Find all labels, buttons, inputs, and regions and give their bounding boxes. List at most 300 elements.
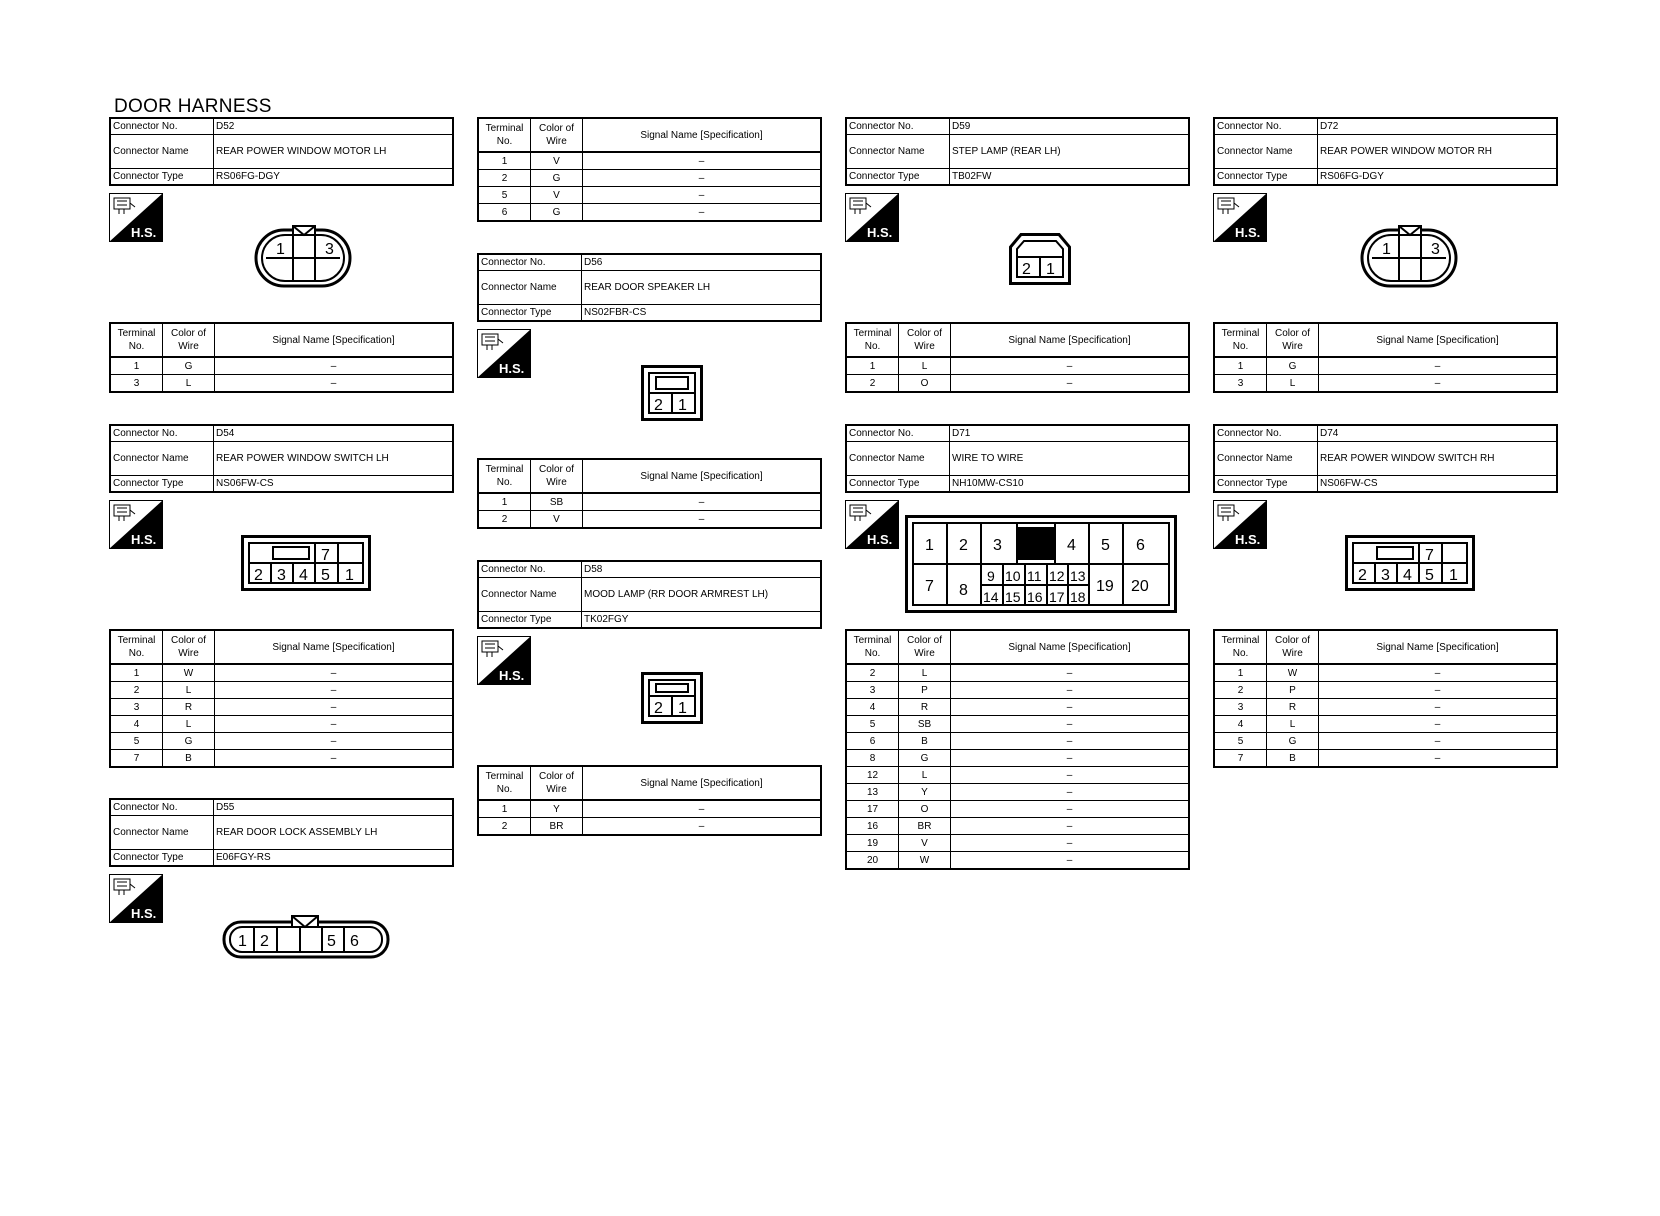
signal-cell: –	[1066, 752, 1073, 764]
signal-cell: –	[1434, 360, 1441, 372]
terminal-cell: 3	[111, 375, 163, 391]
signal-cell: –	[1066, 360, 1073, 372]
connector-type: TB02FW	[952, 171, 992, 182]
terminal-table-d71	[845, 629, 1190, 870]
terminal-cell: 1	[1215, 358, 1267, 374]
color-header: Color of Wire	[531, 119, 583, 151]
color-cell: L	[163, 716, 215, 732]
table-row	[111, 665, 452, 682]
terminal-header: Terminal No.	[479, 119, 531, 151]
table-header	[847, 324, 1188, 358]
table-row	[847, 682, 1188, 699]
color-cell: O	[899, 801, 951, 817]
connector-face-d74	[1345, 535, 1475, 591]
color-header: Color of Wire	[163, 324, 215, 356]
table-row	[847, 716, 1188, 733]
connector-name-label: Connector Name	[111, 135, 214, 168]
signal-cell: –	[1066, 735, 1073, 747]
terminal-cell: 2	[1215, 682, 1267, 698]
table-row	[479, 511, 820, 528]
connector-name: WIRE TO WIRE	[952, 453, 1024, 464]
signal-header: Signal Name [Specification]	[272, 641, 395, 653]
pin-label: H.S.	[1235, 225, 1261, 240]
connector-type-label: Connector Type	[847, 476, 950, 491]
connector-type: RS06FG-DGY	[216, 171, 280, 182]
table-row	[479, 818, 820, 835]
terminal-header: Terminal No.	[111, 631, 163, 663]
color-header: Color of Wire	[531, 767, 583, 799]
connector-face-d52	[254, 224, 352, 290]
table-row	[111, 750, 452, 767]
color-cell: G	[1267, 733, 1319, 749]
connector-header-d52	[109, 117, 454, 186]
color-cell: B	[1267, 750, 1319, 766]
color-cell: V	[531, 511, 583, 527]
color-cell: G	[531, 170, 583, 186]
table-row	[479, 187, 820, 204]
terminal-cell: 1	[111, 358, 163, 374]
pin-label: 5	[1101, 537, 1110, 554]
signal-cell: –	[1066, 667, 1073, 679]
terminal-cell: 20	[847, 852, 899, 868]
table-row	[847, 750, 1188, 767]
pin-label: H.S.	[131, 906, 157, 921]
pin-label: 19	[1096, 578, 1114, 595]
terminal-cell: 3	[847, 682, 899, 698]
signal-cell: –	[698, 172, 705, 184]
signal-cell: –	[1066, 837, 1073, 849]
color-cell: L	[1267, 716, 1319, 732]
connector-type-label: Connector Type	[1215, 476, 1318, 491]
pin-label: 7	[321, 547, 330, 564]
pin-label: H.S.	[1235, 532, 1261, 547]
connector-header-d55	[109, 798, 454, 867]
terminal-header: Terminal No.	[847, 324, 899, 356]
table-row	[111, 375, 452, 392]
color-cell: SB	[899, 716, 951, 732]
table-row	[847, 699, 1188, 716]
connector-type-label: Connector Type	[847, 169, 950, 184]
header-row	[1215, 168, 1556, 184]
terminal-cell: 2	[479, 511, 531, 527]
signal-cell: –	[1434, 667, 1441, 679]
terminal-cell: 5	[479, 187, 531, 203]
table-row	[847, 358, 1188, 375]
color-cell: G	[163, 733, 215, 749]
table-row	[847, 767, 1188, 784]
pin-label: H.S.	[867, 532, 893, 547]
signal-cell: –	[330, 701, 337, 713]
terminal-header: Terminal No.	[111, 324, 163, 356]
signal-cell: –	[330, 360, 337, 372]
signal-cell: –	[698, 803, 705, 815]
pin-label: 7	[1425, 547, 1434, 564]
table-row	[847, 733, 1188, 750]
color-cell: G	[531, 204, 583, 220]
harness-side-icon	[477, 636, 531, 685]
color-cell: O	[899, 375, 951, 391]
harness-side-icon	[477, 329, 531, 378]
table-row	[111, 733, 452, 750]
pin-label: 2	[654, 397, 663, 414]
color-cell: SB	[531, 494, 583, 510]
hs-label: H.S.	[131, 225, 157, 240]
connector-name: REAR POWER WINDOW MOTOR LH	[216, 146, 387, 157]
connector-no-label: Connector No.	[1215, 426, 1318, 441]
pin-label: 16	[1027, 589, 1043, 605]
table-header	[479, 460, 820, 494]
terminal-cell: 1	[479, 494, 531, 510]
signal-cell: –	[1434, 752, 1441, 764]
connector-name: REAR DOOR LOCK ASSEMBLY LH	[216, 827, 378, 838]
table-row	[1215, 733, 1556, 750]
pin-label: 20	[1131, 578, 1149, 595]
color-cell: G	[163, 358, 215, 374]
pin-label: 17	[1049, 589, 1065, 605]
terminal-cell: 13	[847, 784, 899, 800]
signal-cell: –	[330, 752, 337, 764]
terminal-cell: 2	[847, 665, 899, 681]
terminal-header: Terminal No.	[847, 631, 899, 663]
terminal-table-d58	[477, 765, 822, 836]
connector-no: D52	[216, 121, 235, 132]
connector-header-d56	[477, 253, 822, 322]
signal-cell: –	[1066, 684, 1073, 696]
connector-name-label: Connector Name	[1215, 442, 1318, 475]
color-header: Color of Wire	[899, 631, 951, 663]
table-row	[847, 835, 1188, 852]
color-cell: Y	[531, 801, 583, 817]
connector-name: REAR POWER WINDOW MOTOR RH	[1320, 146, 1493, 157]
color-header: Color of Wire	[899, 324, 951, 356]
terminal-table-d59	[845, 322, 1190, 393]
pin-label: 12	[1049, 568, 1065, 584]
color-cell: P	[899, 682, 951, 698]
signal-header: Signal Name [Specification]	[272, 334, 395, 346]
table-row	[847, 852, 1188, 869]
pin-label: H.S.	[499, 668, 525, 683]
color-cell: R	[1267, 699, 1319, 715]
connector-no-label: Connector No.	[111, 426, 214, 441]
pin-label: 10	[1005, 568, 1021, 584]
header-row	[479, 270, 820, 304]
terminal-cell: 1	[111, 665, 163, 681]
pin-label: 1	[678, 700, 687, 717]
color-cell: L	[899, 665, 951, 681]
signal-cell: –	[1434, 735, 1441, 747]
connector-name: STEP LAMP (REAR LH)	[952, 146, 1061, 157]
connector-type-label: Connector Type	[111, 476, 214, 491]
signal-cell: –	[1066, 769, 1073, 781]
signal-cell: –	[1066, 803, 1073, 815]
color-cell: R	[899, 699, 951, 715]
header-row	[1215, 441, 1556, 475]
signal-cell: –	[1066, 377, 1073, 389]
pin-label: 14	[983, 589, 999, 605]
table-header	[111, 324, 452, 358]
color-cell: L	[899, 767, 951, 783]
header-row	[111, 426, 452, 441]
terminal-cell: 17	[847, 801, 899, 817]
connector-header-d71	[845, 424, 1190, 493]
header-row	[1215, 426, 1556, 441]
pin-label: H.S.	[867, 225, 893, 240]
connector-type-label: Connector Type	[479, 612, 582, 627]
header-row	[111, 168, 452, 184]
color-cell: W	[899, 852, 951, 868]
connector-no: D54	[216, 428, 235, 439]
pin-label: 1	[1449, 567, 1458, 584]
signal-cell: –	[330, 735, 337, 747]
pin-label: 9	[987, 568, 995, 584]
signal-header: Signal Name [Specification]	[1008, 334, 1131, 346]
header-row	[847, 119, 1188, 134]
terminal-header: Terminal No.	[1215, 324, 1267, 356]
terminal-cell: 3	[1215, 699, 1267, 715]
color-cell: R	[163, 699, 215, 715]
color-header: Color of Wire	[163, 631, 215, 663]
terminal-cell: 7	[1215, 750, 1267, 766]
header-row	[111, 119, 452, 134]
table-row	[1215, 665, 1556, 682]
page-title: DOOR HARNESS	[114, 96, 272, 117]
color-cell: W	[163, 665, 215, 681]
pin-label: 15	[1005, 589, 1021, 605]
terminal-cell: 5	[847, 716, 899, 732]
table-row	[847, 665, 1188, 682]
signal-cell: –	[698, 496, 705, 508]
signal-cell: –	[698, 820, 705, 832]
pin-label: 4	[1067, 537, 1076, 554]
pin-label: 3	[1381, 567, 1390, 584]
terminal-cell: 6	[847, 733, 899, 749]
terminal-cell: 2	[479, 170, 531, 186]
color-cell: V	[531, 153, 583, 169]
terminal-header: Terminal No.	[479, 767, 531, 799]
signal-cell: –	[330, 684, 337, 696]
color-cell: L	[1267, 375, 1319, 391]
pin-label: 6	[1136, 537, 1145, 554]
terminal-header: Terminal No.	[479, 460, 531, 492]
terminal-cell: 2	[479, 818, 531, 834]
terminal-header: Terminal No.	[1215, 631, 1267, 663]
pin-label: 2	[959, 537, 968, 554]
connector-name: REAR POWER WINDOW SWITCH LH	[216, 453, 389, 464]
color-cell: G	[1267, 358, 1319, 374]
connector-name-label: Connector Name	[847, 442, 950, 475]
signal-header: Signal Name [Specification]	[640, 129, 763, 141]
pin-label: 2	[1358, 567, 1367, 584]
harness-side-icon	[1213, 193, 1267, 242]
color-cell: L	[163, 682, 215, 698]
connector-no-label: Connector No.	[847, 119, 950, 134]
connector-face-d59	[1009, 233, 1071, 285]
table-row	[111, 716, 452, 733]
terminal-cell: 6	[479, 204, 531, 220]
pin-label: 2	[260, 933, 269, 950]
connector-type-label: Connector Type	[479, 305, 582, 320]
table-header	[847, 631, 1188, 665]
terminal-cell: 19	[847, 835, 899, 851]
header-row	[111, 134, 452, 168]
table-row	[1215, 682, 1556, 699]
pin-label: 1	[345, 567, 354, 584]
connector-no: D59	[952, 121, 971, 132]
connector-face-d56	[641, 365, 703, 421]
color-cell: V	[531, 187, 583, 203]
color-cell: W	[1267, 665, 1319, 681]
table-row	[1215, 358, 1556, 375]
table-row	[479, 204, 820, 221]
table-header	[1215, 324, 1556, 358]
table-row	[479, 153, 820, 170]
header-row	[1215, 134, 1556, 168]
pin-label: 2	[1022, 261, 1031, 278]
pin-label: 3	[325, 241, 334, 258]
terminal-table-d72	[1213, 322, 1558, 393]
connector-header-d72	[1213, 117, 1558, 186]
terminal-cell: 3	[1215, 375, 1267, 391]
table-row	[847, 818, 1188, 835]
pin-label: 2	[654, 700, 663, 717]
signal-header: Signal Name [Specification]	[1376, 334, 1499, 346]
color-cell: G	[899, 750, 951, 766]
pin-label: 2	[254, 567, 263, 584]
pin-label: 1	[238, 933, 247, 950]
signal-cell: –	[1066, 718, 1073, 730]
signal-cell: –	[1066, 701, 1073, 713]
pin-label: 1	[925, 537, 934, 554]
header-row	[479, 562, 820, 577]
connector-no-label: Connector No.	[111, 119, 214, 134]
table-header	[1215, 631, 1556, 665]
signal-cell: –	[1434, 684, 1441, 696]
harness-side-icon	[1213, 500, 1267, 549]
terminal-cell: 1	[847, 358, 899, 374]
pin-label: 1	[678, 397, 687, 414]
connector-face-d72	[1360, 224, 1458, 290]
table-row	[1215, 699, 1556, 716]
terminal-cell: 12	[847, 767, 899, 783]
connector-name: REAR POWER WINDOW SWITCH RH	[1320, 453, 1495, 464]
pin-label: 4	[1403, 567, 1412, 584]
signal-cell: –	[1434, 377, 1441, 389]
header-row	[847, 441, 1188, 475]
header-row	[479, 255, 820, 270]
color-cell: V	[899, 835, 951, 851]
signal-cell: –	[1434, 718, 1441, 730]
connector-name-label: Connector Name	[847, 135, 950, 168]
signal-header: Signal Name [Specification]	[640, 777, 763, 789]
connector-type: RS06FG-DGY	[1320, 171, 1384, 182]
signal-header: Signal Name [Specification]	[640, 470, 763, 482]
table-row	[1215, 375, 1556, 392]
signal-cell: –	[698, 206, 705, 218]
connector-header-d74	[1213, 424, 1558, 493]
harness-side-icon	[109, 193, 163, 242]
header-row	[111, 815, 452, 849]
connector-type: NS02FBR-CS	[584, 307, 647, 318]
signal-cell: –	[330, 718, 337, 730]
connector-header-d54	[109, 424, 454, 493]
pin-label: 1	[1382, 241, 1391, 258]
connector-name-label: Connector Name	[111, 816, 214, 849]
color-header: Color of Wire	[531, 460, 583, 492]
terminal-cell: 7	[111, 750, 163, 766]
connector-type-label: Connector Type	[111, 169, 214, 184]
table-row	[1215, 750, 1556, 767]
terminal-cell: 1	[479, 801, 531, 817]
header-row	[1215, 475, 1556, 491]
pin-label: 1	[276, 241, 285, 258]
color-header: Color of Wire	[1267, 631, 1319, 663]
pin-label: 4	[299, 567, 308, 584]
terminal-cell: 5	[1215, 733, 1267, 749]
connector-type: NS06FW-CS	[216, 478, 274, 489]
table-row	[479, 494, 820, 511]
header-row	[847, 475, 1188, 491]
connector-name-label: Connector Name	[479, 271, 582, 304]
table-header	[479, 767, 820, 801]
signal-cell: –	[330, 667, 337, 679]
connector-no: D72	[1320, 121, 1339, 132]
connector-name-label: Connector Name	[1215, 135, 1318, 168]
connector-no: D56	[584, 257, 603, 268]
table-row	[1215, 716, 1556, 733]
connector-face-d58	[641, 672, 703, 724]
connector-no-label: Connector No.	[479, 562, 582, 577]
header-row	[1215, 119, 1556, 134]
terminal-cell: 1	[479, 153, 531, 169]
table-row	[847, 801, 1188, 818]
harness-side-icon	[845, 500, 899, 549]
connector-no-label: Connector No.	[479, 255, 582, 270]
table-header	[111, 631, 452, 665]
terminal-cell: 4	[1215, 716, 1267, 732]
terminal-cell: 5	[111, 733, 163, 749]
terminal-table-d54	[109, 629, 454, 768]
connector-type: NH10MW-CS10	[952, 478, 1024, 489]
connector-no: D74	[1320, 428, 1339, 439]
pin-label: 18	[1070, 589, 1086, 605]
table-row	[111, 682, 452, 699]
table-row	[479, 170, 820, 187]
connector-header-d58	[477, 560, 822, 629]
color-cell: L	[899, 358, 951, 374]
pin-label: 6	[350, 933, 359, 950]
table-header	[479, 119, 820, 153]
pin-label: 5	[321, 567, 330, 584]
color-cell: B	[899, 733, 951, 749]
harness-side-icon	[109, 500, 163, 549]
terminal-cell: 4	[847, 699, 899, 715]
connector-type: NS06FW-CS	[1320, 478, 1378, 489]
terminal-table-d53	[477, 117, 822, 222]
table-row	[111, 358, 452, 375]
pin-label: H.S.	[131, 532, 157, 547]
pin-label: H.S.	[499, 361, 525, 376]
connector-face-d71	[905, 515, 1177, 613]
terminal-table-d74	[1213, 629, 1558, 768]
header-row	[111, 441, 452, 475]
header-row	[111, 800, 452, 815]
signal-header: Signal Name [Specification]	[1008, 641, 1131, 653]
color-header: Color of Wire	[1267, 324, 1319, 356]
header-row	[847, 426, 1188, 441]
connector-no: D58	[584, 564, 603, 575]
connector-header-d59	[845, 117, 1190, 186]
terminal-cell: 16	[847, 818, 899, 834]
